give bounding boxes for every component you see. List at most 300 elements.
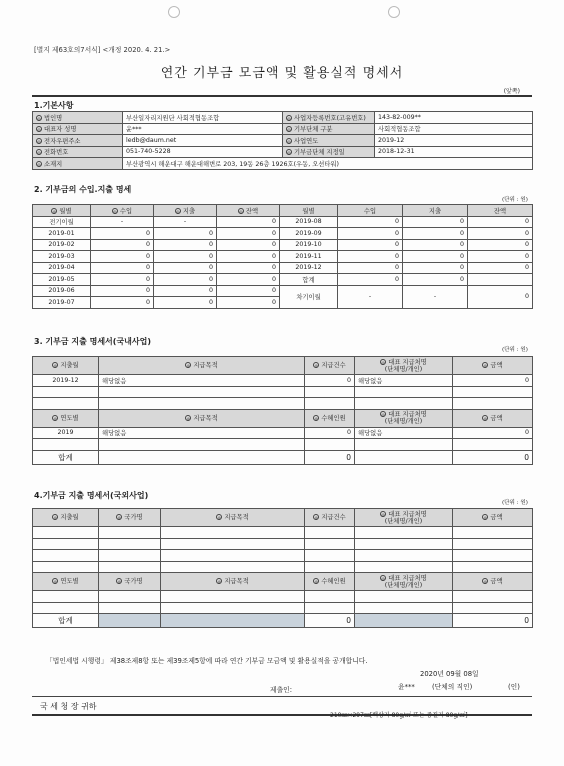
header-label: 월별 — [59, 207, 72, 215]
sum-amount: 0 — [453, 450, 533, 464]
income-cell: 2019-11 — [280, 251, 338, 263]
empty-cell — [99, 538, 161, 550]
seal-mark: (인) — [508, 683, 520, 691]
header-label: 지급건수 — [321, 514, 346, 521]
empty-cell — [305, 386, 355, 398]
empty-cell — [355, 398, 453, 410]
empty-cell — [99, 527, 161, 539]
income-cell: 0 — [403, 262, 468, 274]
empty-cell — [99, 550, 161, 562]
circle-bullet-icon: ◎ — [117, 579, 122, 584]
income-cell: - — [91, 216, 154, 228]
empty-cell — [453, 550, 533, 562]
circle-bullet-icon: ◎ — [483, 415, 488, 421]
submit-date: 2020년 09월 08일 — [420, 670, 479, 678]
empty-cell — [99, 561, 161, 573]
blank-row — [33, 602, 533, 614]
empty-cell — [453, 538, 533, 550]
income-cell: 2019-02 — [33, 239, 91, 251]
header-label: 대표 지급처명 (단체명/개인) — [384, 411, 427, 425]
sum-count: 0 — [305, 450, 355, 464]
income-cell: 0 — [91, 285, 154, 297]
income-cell: 0 — [217, 239, 280, 251]
header-label: 지급건수 — [321, 362, 346, 369]
header-label: 지출 — [182, 207, 196, 215]
header-label: 대표 지급처명 (단체명/개인) — [384, 358, 427, 373]
circle-bullet-icon: ◎ — [314, 515, 319, 520]
blank-row — [33, 398, 533, 410]
basic-value: 윤*** — [123, 123, 283, 135]
page-side: (앞쪽) — [503, 88, 520, 95]
income-cell: 2019-08 — [280, 216, 338, 228]
income-row — [33, 228, 533, 240]
header-label: 지출월 — [60, 514, 79, 521]
basic-label — [283, 135, 375, 147]
income-cell: 0 — [217, 228, 280, 240]
income-header: 수입 — [338, 205, 403, 217]
income-table — [32, 204, 533, 309]
basic-row — [33, 146, 533, 158]
income-cell: 0 — [468, 285, 533, 308]
empty-cell — [453, 527, 533, 539]
table-header — [99, 573, 161, 591]
addressee: 국 세 청 장 귀하 — [40, 702, 97, 711]
empty-cell — [161, 591, 305, 603]
income-cell: 2019-04 — [33, 262, 91, 274]
income-cell: 0 — [154, 285, 217, 297]
circle-bullet-icon: ◎ — [217, 515, 222, 520]
income-row — [33, 251, 533, 263]
form-number: [별지 제63호의7서식] <개정 2020. 4. 21.> — [34, 46, 171, 54]
payee-cell: 해당없음 — [355, 375, 453, 387]
income-cell — [468, 274, 533, 286]
income-header: 월별 — [280, 205, 338, 217]
circle-bullet-icon: ◎ — [314, 579, 319, 584]
circle-bullet-icon: ◎ — [217, 579, 222, 584]
income-row — [33, 262, 533, 274]
basic-value: 사회적협동조합 — [375, 123, 533, 135]
table-header — [161, 509, 305, 527]
header-label: 잔액 — [245, 207, 259, 215]
header-label: 사업연도 — [294, 137, 319, 145]
circle-bullet-icon: ◎ — [176, 208, 180, 214]
income-row — [33, 239, 533, 251]
income-cell: 0 — [91, 262, 154, 274]
empty-cell — [453, 591, 533, 603]
basic-row — [33, 112, 533, 124]
income-cell: 2019-06 — [33, 285, 91, 297]
income-row — [33, 274, 533, 286]
domestic-table — [32, 356, 533, 465]
basic-info-table — [32, 111, 533, 170]
income-cell: 2019-10 — [280, 239, 338, 251]
empty-cell — [33, 398, 99, 410]
income-cell: 0 — [217, 297, 280, 309]
circle-bullet-icon: ◎ — [52, 208, 57, 214]
income-header — [33, 205, 91, 217]
income-cell: 0 — [468, 262, 533, 274]
sum-label: 합계 — [33, 450, 99, 464]
income-cell: - — [403, 285, 468, 308]
submitter-name: 윤*** — [398, 683, 415, 691]
income-cell: 2019-05 — [33, 274, 91, 286]
table-header — [305, 409, 355, 427]
income-cell: 0 — [154, 251, 217, 263]
header-label: 대표자 성명 — [44, 126, 77, 134]
empty-cell — [161, 527, 305, 539]
circle-bullet-icon: ◎ — [37, 150, 41, 156]
empty-cell — [453, 561, 533, 573]
domestic-unit: (단위 : 원) — [501, 347, 528, 353]
section-income-title: 2. 기부금의 수입.지출 명세 — [34, 185, 132, 194]
submitter-note: (단체의 직인) — [432, 683, 473, 691]
empty-cell — [355, 527, 453, 539]
income-cell: 0 — [154, 262, 217, 274]
purpose-cell: 해당없음 — [99, 427, 305, 439]
header-label: 수입 — [119, 207, 133, 215]
income-cell: 0 — [217, 251, 280, 263]
empty-cell — [99, 386, 305, 398]
income-cell: - — [154, 216, 217, 228]
header-label: 법인명 — [44, 114, 63, 122]
basic-label — [33, 112, 123, 124]
table-header — [453, 409, 533, 427]
paper-spec: 210㎜×297㎜[백상지 80g/㎡ 또는 중질지 80g/㎡] — [330, 712, 468, 719]
count-cell: 0 — [305, 427, 355, 439]
table-header — [33, 573, 99, 591]
empty-cell — [99, 439, 305, 451]
table-header — [33, 357, 99, 375]
domestic-sum-row — [33, 450, 533, 464]
purpose-cell: 해당없음 — [99, 375, 305, 387]
basic-label — [283, 112, 375, 124]
punch-hole-icon — [168, 6, 180, 18]
empty-cell — [161, 602, 305, 614]
income-header — [217, 205, 280, 217]
table-header — [355, 357, 453, 375]
income-cell: 2019-07 — [33, 297, 91, 309]
income-cell: 0 — [154, 239, 217, 251]
empty-cell — [161, 614, 305, 628]
blank-row — [33, 561, 533, 573]
empty-cell — [305, 398, 355, 410]
month-cell: 2019-12 — [33, 375, 99, 387]
blank-row — [33, 591, 533, 603]
circle-bullet-icon: ◎ — [287, 138, 291, 144]
blank-row — [33, 386, 533, 398]
income-cell: 0 — [154, 228, 217, 240]
header-label: 수혜인원 — [321, 414, 346, 422]
divider — [32, 696, 532, 697]
domestic-header-row — [33, 409, 533, 427]
empty-cell — [33, 538, 99, 550]
table-header — [453, 573, 533, 591]
circle-bullet-icon: ◎ — [53, 363, 58, 368]
header-label: 지급목적 — [193, 362, 218, 369]
address-label — [33, 158, 123, 170]
overseas-table — [32, 508, 533, 628]
empty-cell — [453, 439, 533, 451]
income-cell: 0 — [217, 285, 280, 297]
empty-cell — [453, 398, 533, 410]
empty-cell — [99, 591, 161, 603]
income-cell: 0 — [154, 274, 217, 286]
income-cell: 2019-12 — [280, 262, 338, 274]
income-cell: 0 — [91, 297, 154, 309]
blank-row — [33, 439, 533, 451]
income-cell: 차기이월 — [280, 285, 338, 308]
table-header — [305, 509, 355, 527]
income-row — [33, 285, 533, 297]
basic-value: 143-82-009** — [375, 112, 533, 124]
empty-cell — [99, 450, 305, 464]
income-cell: 0 — [91, 251, 154, 263]
empty-cell — [33, 591, 99, 603]
table-header — [99, 509, 161, 527]
sum-label: 합계 — [33, 614, 99, 628]
empty-cell — [305, 602, 355, 614]
circle-bullet-icon: ◎ — [37, 127, 41, 133]
empty-cell — [33, 602, 99, 614]
amount-cell: 0 — [453, 427, 533, 439]
header-label: 금액 — [490, 362, 503, 369]
income-cell: 0 — [217, 274, 280, 286]
empty-cell — [355, 450, 453, 464]
empty-cell — [99, 398, 305, 410]
empty-cell — [305, 561, 355, 573]
header-label: 국가명 — [124, 578, 143, 585]
circle-bullet-icon: ◎ — [37, 115, 41, 121]
income-cell: 0 — [468, 228, 533, 240]
circle-bullet-icon: ◎ — [381, 511, 385, 517]
empty-cell — [355, 614, 453, 628]
income-cell: 0 — [217, 216, 280, 228]
income-cell: 0 — [338, 251, 403, 263]
header-label: 연도별 — [60, 578, 79, 585]
circle-bullet-icon: ◎ — [53, 515, 58, 520]
circle-bullet-icon: ◎ — [239, 208, 243, 214]
blank-row — [33, 527, 533, 539]
income-cell: 0 — [91, 274, 154, 286]
income-cell: 0 — [154, 297, 217, 309]
circle-bullet-icon: ◎ — [314, 415, 319, 421]
income-cell: - — [338, 285, 403, 308]
empty-cell — [305, 538, 355, 550]
blank-row — [33, 550, 533, 562]
empty-cell — [453, 386, 533, 398]
basic-value: 2018-12-31 — [375, 146, 533, 158]
circle-bullet-icon: ◎ — [113, 208, 117, 214]
circle-bullet-icon: ◎ — [117, 515, 122, 520]
table-header — [453, 357, 533, 375]
income-cell: 2019-09 — [280, 228, 338, 240]
overseas-header-row — [33, 573, 533, 591]
circle-bullet-icon: ◎ — [287, 127, 291, 133]
header-label: 전자우편주소 — [44, 137, 81, 145]
payee-cell: 해당없음 — [355, 427, 453, 439]
table-header — [305, 573, 355, 591]
income-cell: 0 — [468, 216, 533, 228]
domestic-row — [33, 427, 533, 439]
amount-cell: 0 — [453, 375, 533, 387]
header-label: 전화번호 — [44, 149, 69, 157]
circle-bullet-icon: ◎ — [53, 415, 58, 421]
income-header — [91, 205, 154, 217]
income-row — [33, 216, 533, 228]
circle-bullet-icon: ◎ — [381, 412, 385, 417]
empty-cell — [33, 550, 99, 562]
income-cell: 2019-01 — [33, 228, 91, 240]
basic-value: 부산일자리지원단 사회적협동조합 — [123, 112, 283, 124]
section-overseas-title: 4.기부금 지출 명세서(국외사업) — [34, 491, 149, 500]
basic-row — [33, 123, 533, 135]
overseas-header-row — [33, 509, 533, 527]
header-label: 국가명 — [124, 514, 143, 521]
empty-cell — [305, 439, 355, 451]
table-header — [99, 409, 305, 427]
law-statement: 「법인세법 시행령」 제38조제8항 또는 제39조제5항에 따라 연간 기부금 모금액 및 활용실적을 공개합니다. — [46, 657, 368, 665]
table-header — [355, 409, 453, 427]
income-header: 지출 — [403, 205, 468, 217]
header-label: 지급목적 — [193, 414, 218, 422]
empty-cell — [305, 591, 355, 603]
overseas-sum-row — [33, 614, 533, 628]
income-cell: 0 — [338, 216, 403, 228]
header-label: 금액 — [490, 414, 503, 422]
header-label: 대표 지급처명 (단체명/개인) — [384, 574, 427, 589]
empty-cell — [33, 439, 99, 451]
income-cell: 0 — [338, 274, 403, 286]
empty-cell — [99, 602, 161, 614]
circle-bullet-icon: ◎ — [287, 115, 291, 121]
circle-bullet-icon: ◎ — [314, 363, 319, 368]
income-header: 잔액 — [468, 205, 533, 217]
table-header — [161, 573, 305, 591]
empty-cell — [453, 602, 533, 614]
empty-cell — [305, 527, 355, 539]
page-title: 연간 기부금 모금액 및 활용실적 명세서 — [160, 66, 404, 81]
basic-value: 051-740-5228 — [123, 146, 283, 158]
income-cell: 0 — [338, 262, 403, 274]
count-cell: 0 — [305, 375, 355, 387]
basic-label — [33, 135, 123, 147]
income-cell: 0 — [403, 216, 468, 228]
basic-row — [33, 135, 533, 147]
income-cell: 전기이월 — [33, 216, 91, 228]
income-cell: 0 — [338, 239, 403, 251]
basic-label — [33, 146, 123, 158]
circle-bullet-icon: ◎ — [381, 359, 385, 365]
empty-cell — [355, 439, 453, 451]
empty-cell — [355, 386, 453, 398]
circle-bullet-icon: ◎ — [37, 161, 41, 167]
empty-cell — [33, 386, 99, 398]
circle-bullet-icon: ◎ — [37, 138, 41, 144]
submitter-label: 제출인: — [270, 686, 292, 694]
empty-cell — [161, 561, 305, 573]
header-label: 사업자등록번호(고유번호) — [294, 114, 366, 122]
header-label: 금액 — [490, 514, 503, 521]
income-unit: (단위 : 원) — [501, 197, 528, 203]
header-label: 지급목적 — [224, 578, 249, 585]
header-label: 기부단체 구분 — [294, 126, 333, 134]
empty-cell — [161, 538, 305, 550]
empty-cell — [355, 550, 453, 562]
empty-cell — [33, 561, 99, 573]
basic-value: 2019-12 — [375, 135, 533, 147]
table-header — [99, 357, 305, 375]
income-header-row — [33, 205, 533, 217]
income-cell: 합계 — [280, 274, 338, 286]
basic-label — [283, 123, 375, 135]
empty-cell — [355, 561, 453, 573]
table-header — [305, 357, 355, 375]
circle-bullet-icon: ◎ — [287, 150, 291, 156]
header-label: 기부금단체 지정일 — [294, 149, 345, 157]
section-domestic-title: 3. 기부금 지출 명세서(국내사업) — [34, 337, 152, 346]
table-header — [33, 509, 99, 527]
income-cell: 0 — [403, 274, 468, 286]
domestic-header-row — [33, 357, 533, 375]
domestic-row — [33, 375, 533, 387]
section-basic-title: 1.기본사항 — [34, 101, 74, 110]
header-label: 금액 — [490, 578, 503, 585]
income-cell: 0 — [338, 228, 403, 240]
circle-bullet-icon: ◎ — [483, 515, 488, 520]
address-value: 부산광역시 해운대구 해운대해변로 203, 19동 26층 1926호(우동, 오션타워) — [123, 158, 533, 170]
blank-row — [33, 538, 533, 550]
table-header — [453, 509, 533, 527]
table-header — [33, 409, 99, 427]
empty-cell — [33, 527, 99, 539]
circle-bullet-icon: ◎ — [186, 415, 191, 421]
empty-cell — [161, 550, 305, 562]
income-cell: 0 — [403, 239, 468, 251]
income-cell: 0 — [403, 251, 468, 263]
basic-value: ledb@daum.net — [123, 135, 283, 147]
empty-cell — [355, 602, 453, 614]
overseas-unit: (단위 : 원) — [501, 500, 528, 506]
income-cell: 0 — [217, 262, 280, 274]
circle-bullet-icon: ◎ — [186, 363, 191, 368]
empty-cell — [355, 591, 453, 603]
empty-cell — [355, 538, 453, 550]
sum-count: 0 — [305, 614, 355, 628]
header-label: 지급목적 — [224, 514, 249, 521]
empty-cell — [99, 614, 161, 628]
table-header — [355, 509, 453, 527]
year-cell: 2019 — [33, 427, 99, 439]
header-label: 연도별 — [60, 414, 79, 422]
divider — [32, 95, 532, 97]
income-cell: 0 — [403, 228, 468, 240]
circle-bullet-icon: ◎ — [483, 579, 488, 584]
basic-address-row — [33, 158, 533, 170]
table-header — [355, 573, 453, 591]
header-label: 소재지 — [44, 160, 63, 168]
header-label: 수혜인원 — [321, 578, 346, 585]
header-label: 지출월 — [60, 362, 79, 369]
income-cell: 0 — [91, 228, 154, 240]
circle-bullet-icon: ◎ — [483, 363, 488, 368]
circle-bullet-icon: ◎ — [381, 575, 385, 581]
header-label: 대표 지급처명 (단체명/개인) — [384, 510, 427, 525]
basic-label — [33, 123, 123, 135]
income-cell: 2019-03 — [33, 251, 91, 263]
income-cell: 0 — [468, 239, 533, 251]
punch-hole-icon — [388, 6, 400, 18]
basic-label — [283, 146, 375, 158]
